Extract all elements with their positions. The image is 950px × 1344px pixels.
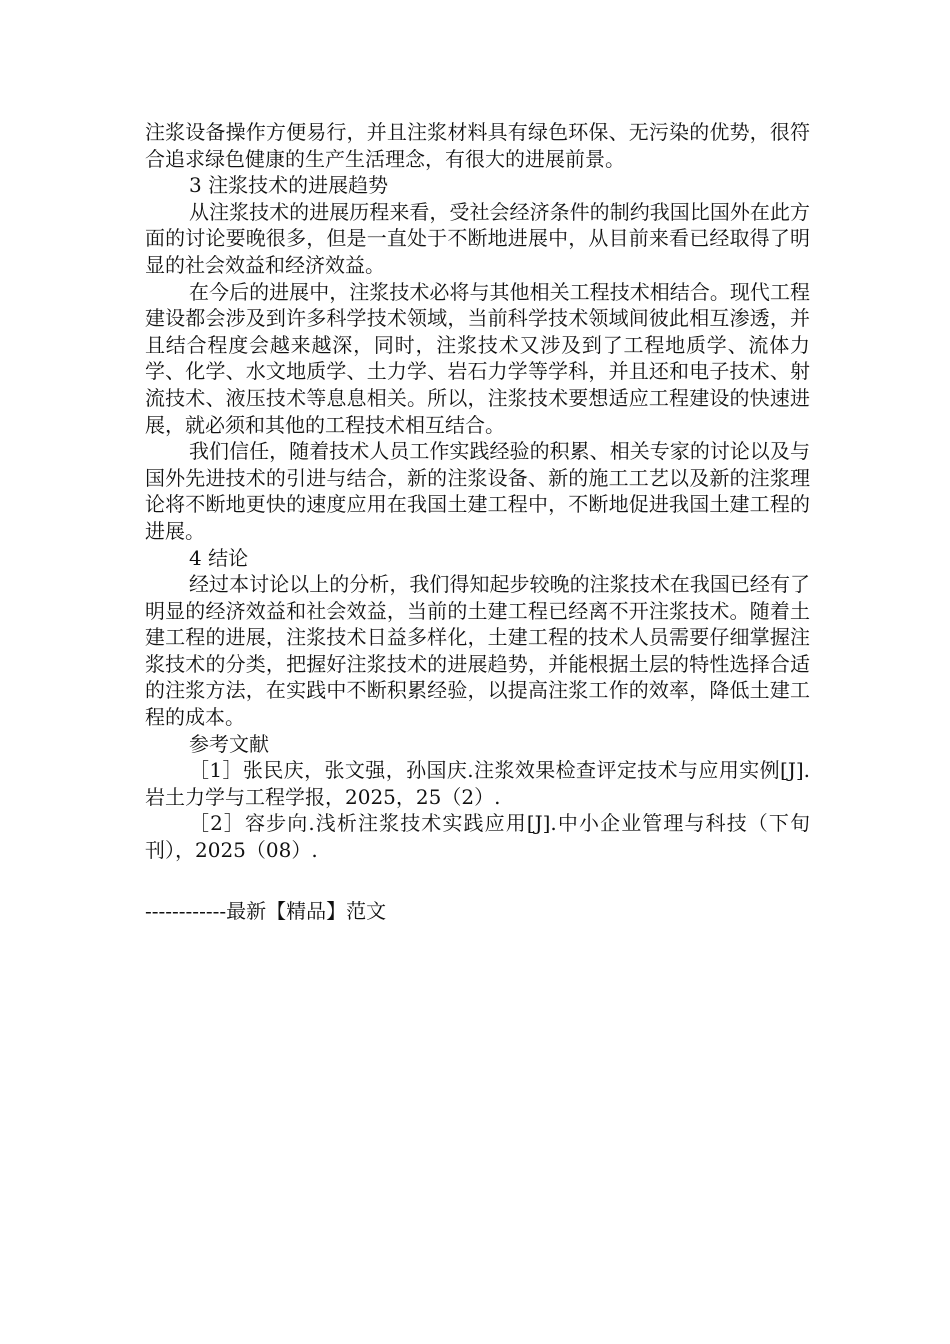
document-body xyxy=(145,119,810,864)
footer-banner: ------------最新【精品】范文 xyxy=(145,899,387,923)
reference-item-2: ［2］容步向.浅析注浆技术实践应用[J].中小企业管理与科技（下旬刊），2025（08）. xyxy=(145,811,810,863)
section-heading-conclusion: 4 结论 xyxy=(189,545,249,570)
paragraph-future: 在今后的进展中，注浆技术必将与其他相关工程技术相结合。现代工程建设都会涉及到许多科学技术领域，当前科学技术领域间彼此相互渗透，并且结合程度会越来越深，同时，注浆技术又涉及到了工程地质学、流体力学、化学、水文地质学、土力学、岩石力学等学科，并且还和电子技术、射流技术、液压技术等息息相关。所以，注浆技术要想适应工程建设的快速进展，就必须和其他的工程技术相互结合。 xyxy=(145,279,810,437)
section-heading-trends: 3 注浆技术的进展趋势 xyxy=(189,173,389,198)
paragraph-intro: 注浆设备操作方便易行，并且注浆材料具有绿色环保、无污染的优势，很符合追求绿色健康的生产生活理念，有很大的进展前景。 xyxy=(145,120,810,171)
paragraph-conclusion: 经过本讨论以上的分析，我们得知起步较晚的注浆技术在我国已经有了明显的经济效益和社会效益，当前的土建工程已经离不开注浆技术。随着土建工程的进展，注浆技术日益多样化，土建工程的技术人员需要仔细掌握注浆技术的分类，把握好注浆技术的进展趋势，并能根据土层的特性选择合适的注浆方法，在实践中不断积累经验，以提高注浆工作的效率，降低土建工程的成本。 xyxy=(145,572,810,730)
paragraph-history: 从注浆技术的进展历程来看，受社会经济条件的制约我国比国外在此方面的讨论要晚很多，但是一直处于不断地进展中，从目前来看已经取得了明显的社会效益和经济效益。 xyxy=(145,199,810,277)
paragraph-confidence: 我们信任，随着技术人员工作实践经验的积累、相关专家的讨论以及与国外先进技术的引进与结合，新的注浆设备、新的施工工艺以及新的注浆理论将不断地更快的速度应用在我国土建工程中，不断地促进我国土建工程的进展。 xyxy=(145,439,810,543)
reference-item-1: ［1］张民庆，张文强，孙国庆.注浆效果检查评定技术与应用实例[J].岩土力学与工程学报，2025，25（2）. xyxy=(145,758,810,809)
references-heading: 参考文献 xyxy=(189,731,269,756)
